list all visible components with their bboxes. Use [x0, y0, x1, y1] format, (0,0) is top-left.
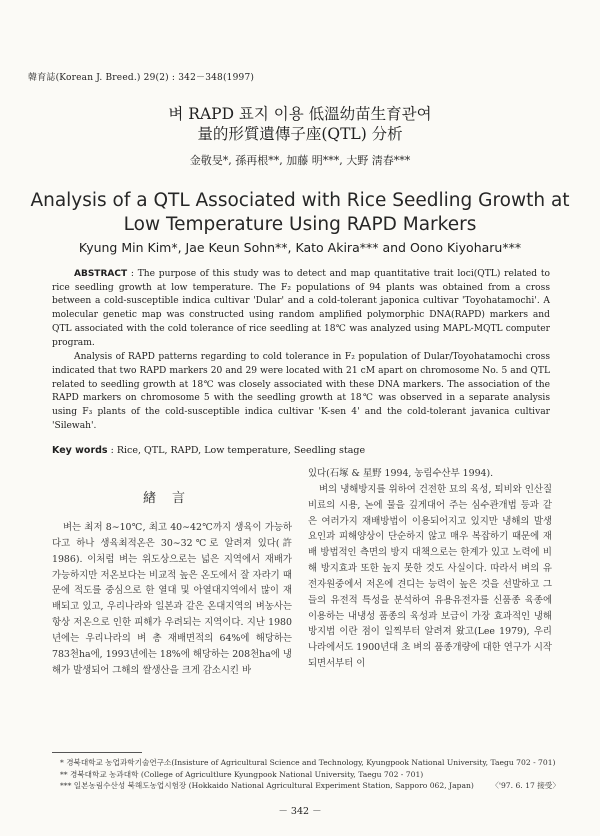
- journal-citation: 韓育誌(Korean J. Breed.) 29(2) : 342－348(1997): [28, 73, 255, 83]
- left-column-paragraph: 벼는 최저 8∼10℃, 최고 40∼42℃까지 생육이 가능하다고 하나 생육최적온은 30∼32℃로 알려져 있다(許 1986). 이처럼 벼는 위도상으로는 넓은 지역에서 재배가 가능하지만 저온보다는 비교적 높은 온도에서 잘 자라기 때문에 적도를 중심으로 한 열대 및 아열대지역에서 많이 재배되고 있고, 우리나라와 일본과 같은 온대지역의 벼농사는 항상 저온으로 인한 피해가 우려되는 지역이다. 지난 1980년에는 우리나라의 벼 총 재배면적의 64%에 해당하는 783천ha에, 1993년에는 18%에 해당하는 208천ha에 냉해가 발생되어 그해의 쌀생산을 크게 감소시킨 바: [52, 522, 292, 676]
- korean-authors: 金敬旻*, 孫再根**, 加藤 明***, 大野 淸春***: [189, 154, 411, 167]
- abstract-label: ABSTRACT: [74, 269, 128, 279]
- korean-title-line1: 벼 RAPD 표지 이용 低溫幼苗生育관여: [168, 105, 432, 123]
- abstract-text-1: : The purpose of this study was to detect and map quantitative trait loci(QTL) related to rice seedling growth at low temperature. The F₂ populations of 94 plants was obtained from a cross between a cold-susceptible indica cultivar 'Dular' and a cold-tolerant japonica cultivar 'Toyohatamochi'. A molecular genetic map was constructed using random amplified polymorphic DNA(RAPD) markers and QTL associated with the cold tolerance of rice seedling at 18℃ was analyzed using MAPL-MQTL computer program.: [52, 269, 550, 348]
- abstract: [52, 268, 550, 433]
- section-heading-introduction: 緖言: [142, 491, 201, 506]
- footnote-3: *** 일본농림수산성 북해도농업시험장 (Hokkaido National Agricultural Experiment Station, Sapporo 062, Japan): [60, 781, 474, 791]
- abstract-paragraph-1: [52, 268, 550, 350]
- english-authors: Kyung Min Kim*, Jae Keun Sohn**, Kato Akira*** and Oono Kiyoharu***: [78, 240, 522, 255]
- keywords: [52, 445, 552, 456]
- abstract-paragraph-2: Analysis of RAPD patterns regarding to cold tolerance in F₂ population of Dular/Toyohatamochi cross indicated that two RAPD markers 20 and 29 were located with 21 cM apart on chromosome No. 5 and QTL related to seedling growth at 18℃ was closely associated with these DNA markers. The association of the RAPD markers on chromosome 5 with the seedling growth at 18℃ was observed in a separate analysis using F₃ plants of the cold-susceptible indica cultivar 'K-sen 4' and the cold-tolerant javanica cultivar 'Silewah'.: [52, 352, 550, 431]
- right-column: [308, 466, 552, 672]
- english-title-line1: Analysis of a QTL Associated with Rice Seedling Growth at: [30, 190, 570, 211]
- received-date: 〈'97. 6. 17 接受〉: [491, 781, 560, 790]
- left-column: [52, 520, 292, 678]
- footnote-2: ** 경북대학교 농과대학 (College of Agricultlure Kyungpook National University, Taegu 702 - 701): [60, 769, 424, 779]
- footnotes: [60, 757, 560, 792]
- english-title-line2: Low Temperature Using RAPD Markers: [123, 214, 477, 235]
- footnote-1: * 경북대학교 농업과학기술연구소(Insisture of Agricultural Science and Technology, Kyungpook National University, Taegu 702 - 701): [60, 758, 556, 767]
- right-column-paragraph-1: 있다(石塚 & 星野 1994, 농림수산부 1994).: [308, 468, 494, 479]
- page-number: － 342 －: [278, 806, 322, 817]
- keywords-label: Key words: [52, 445, 108, 456]
- footnote-rule: [52, 752, 142, 753]
- korean-title-line2: 量的形質遺傳子座(QTL) 分析: [197, 125, 403, 143]
- right-column-paragraph-2: 벼의 냉해방지를 위하여 건전한 묘의 육성, 퇴비와 인산질비료의 시용, 논에 물을 깊게대어 주는 심수관개법 등과 같은 여러가지 재배방법이 이용되어지고 있지만 냉해의 발생요인과 피해양상이 단순하지 않고 매우 복잡하기 때문에 재배 방법적인 측면의 방지 대책으로는 한계가 있고 노력에 비해 방지효과 또한 높지 못한 것도 사실이다. 따라서 벼의 유전자원중에서 저온에 견디는 능력이 높은 것을 선발하고 그들의 유전적 특성을 분석하여 유용유전자를 신품종 육종에 이용하는 내냉성 품종의 육성과 보급이 가장 효과적인 냉해방지법 이란 점이 일찍부터 알려져 왔고(Lee 1979), 우리나라에서도 1900년대 초 벼의 품종개량에 대한 연구가 시작되면서부터 이: [308, 483, 552, 670]
- keywords-text: : Rice, QTL, RAPD, Low temperature, Seedling stage: [107, 445, 366, 456]
